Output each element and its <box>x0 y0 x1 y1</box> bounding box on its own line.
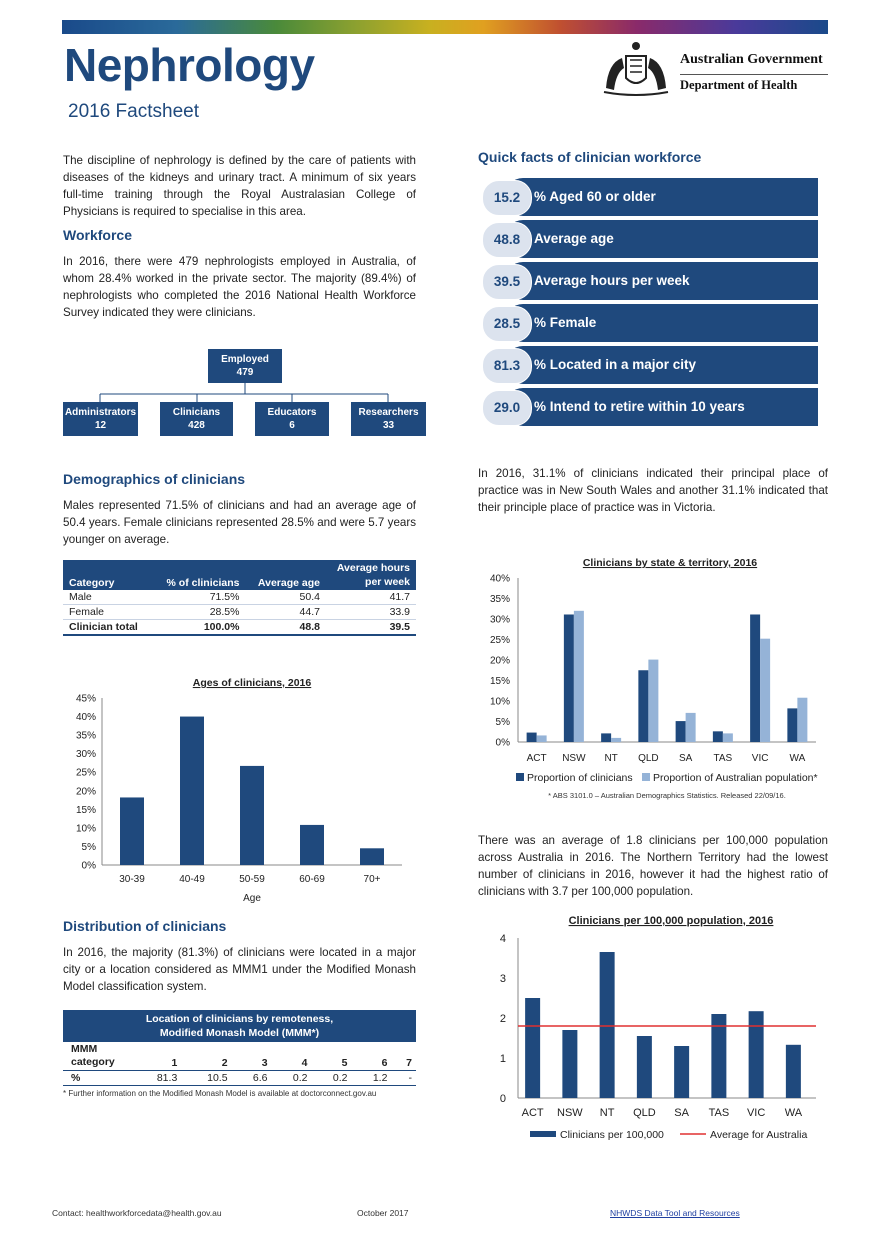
org-administrators-value: 12 <box>94 420 107 431</box>
bar <box>686 713 696 742</box>
footer-link[interactable]: NHWDS Data Tool and Resources <box>610 1208 740 1218</box>
footer-contact: Contact: healthworkforcedata@health.gov.au <box>52 1208 222 1218</box>
x-tick-label: QLD <box>638 753 659 764</box>
bar <box>786 1045 801 1098</box>
state-paragraph: In 2016, 31.1% of clinicians indicated their principal place of practice was in New South Wales and another 31.1% indicated that their principle place of practice was in Victoria. <box>478 467 828 514</box>
org-employed-label: Employed <box>221 354 269 365</box>
org-employed-box <box>208 349 282 383</box>
x-tick-label: 40-49 <box>179 874 205 885</box>
table-row <box>63 620 416 636</box>
workforce-heading: Workforce <box>63 227 132 243</box>
demographics-heading: Demographics of clinicians <box>63 471 246 487</box>
table-cell: 6.6 <box>232 1071 272 1086</box>
x-tick-label: VIC <box>751 753 769 764</box>
table-cell: 39.5 <box>326 620 416 636</box>
table-cell: 41.7 <box>326 590 416 605</box>
x-tick-label: SA <box>674 1107 689 1119</box>
table-cell: 44.7 <box>245 605 326 620</box>
y-tick-label: 30% <box>75 749 96 761</box>
y-tick-label: 1 <box>499 1053 506 1065</box>
table-cell: 28.5% <box>155 605 245 620</box>
table-cell: 10.5 <box>181 1071 231 1086</box>
bar <box>674 1046 689 1098</box>
bar <box>611 738 621 742</box>
quick-fact-aged-60 <box>482 178 818 216</box>
y-tick-label: 10% <box>489 696 510 708</box>
y-tick-label: 25% <box>489 635 510 646</box>
table-cell: 50.4 <box>245 590 326 605</box>
quick-fact-value: 15.2 <box>482 180 532 216</box>
y-tick-label: 2 <box>499 1013 506 1025</box>
y-tick-label: 10% <box>75 823 96 835</box>
y-tick-label: 20% <box>489 655 510 667</box>
table-row <box>63 605 416 620</box>
header-color-band <box>62 20 828 34</box>
mmm-title-line2: Modified Monash Model (MMM*) <box>159 1027 320 1039</box>
quick-fact-value: 39.5 <box>482 264 532 300</box>
mmm-title-line1: Location of clinicians by remoteness, <box>145 1013 334 1025</box>
table-cell: 33.9 <box>326 605 416 620</box>
chart-footnote: * ABS 3101.0 – Australian Demographics Statistics. Released 22/09/16. <box>548 791 786 800</box>
bar <box>723 733 733 742</box>
chart-title: Clinicians by state & territory, 2016 <box>582 557 758 569</box>
legend-swatch <box>642 773 650 781</box>
col-header: 2 <box>181 1042 231 1071</box>
quick-fact-value: 48.8 <box>482 222 532 258</box>
y-tick-label: 30% <box>489 614 510 626</box>
table-row <box>63 590 416 605</box>
table-cell: Clinician total <box>63 620 155 636</box>
x-tick-label: 30-39 <box>119 874 145 885</box>
y-tick-label: 15% <box>489 676 510 687</box>
y-tick-label: 15% <box>75 804 96 816</box>
y-tick-label: 0 <box>499 1093 506 1105</box>
org-employed-value: 479 <box>236 367 254 378</box>
y-tick-label: 0% <box>495 737 510 749</box>
workforce-paragraph: In 2016, there were 479 nephrologists employed in Australia, of whom 28.4% worked in the private sector. The majority (89.4%) of nephrologists who completed the 2016 National Health Workforce Survey indicated they were clinicians. <box>63 255 416 319</box>
quick-fact-label: % Located in a major city <box>534 357 697 372</box>
x-tick-label: 70+ <box>363 874 381 885</box>
gov-line1: Australian Government <box>680 52 823 67</box>
quick-fact-major-city <box>482 346 818 384</box>
bar <box>797 698 807 742</box>
y-tick-label: 40% <box>75 712 96 724</box>
x-tick-label: TAS <box>708 1107 730 1119</box>
bar <box>180 717 204 865</box>
table-cell: - <box>391 1071 416 1086</box>
table-cell: 0.2 <box>272 1071 312 1086</box>
col-header: 7 <box>391 1042 416 1071</box>
col-header: Average hours per week <box>326 560 416 590</box>
per100k-chart <box>476 910 832 1150</box>
table-cell: 100.0% <box>155 620 245 636</box>
mmm-cat-label2: category <box>71 1056 115 1068</box>
org-clinicians-box <box>160 402 233 436</box>
org-educators-value: 6 <box>289 420 295 431</box>
org-administrators-box <box>63 402 138 436</box>
quick-fact-average-hours <box>482 262 818 300</box>
legend-swatch <box>516 773 524 781</box>
mmm-table-title <box>63 1010 416 1042</box>
x-tick-label: WA <box>789 753 806 764</box>
quick-fact-label: Average hours per week <box>534 273 690 288</box>
bar <box>749 1011 764 1098</box>
quick-facts-heading: Quick facts of clinician workforce <box>478 149 702 165</box>
bar <box>120 797 144 865</box>
per100k-paragraph: There was an average of 1.8 clinicians per 100,000 population across Australia in 2016. The Northern Territory had the lowest number of clinicians in 2016, however it had the highest ratio of clinicians with 3.7 per 100,000 population. <box>478 834 828 898</box>
quick-fact-retire <box>482 388 818 426</box>
government-branding <box>680 52 828 93</box>
bar <box>300 825 324 865</box>
bar <box>600 952 615 1098</box>
bar <box>574 611 584 742</box>
org-educators-label: Educators <box>267 407 317 418</box>
table-cell: 1.2 <box>351 1071 391 1086</box>
y-tick-label: 5% <box>81 841 96 853</box>
col-header <box>63 1042 131 1071</box>
bar <box>637 1036 652 1098</box>
gov-line2: Department of Health <box>680 74 828 93</box>
legend-label: Average for Australia <box>710 1129 808 1141</box>
bar <box>525 998 540 1098</box>
bar <box>676 721 686 742</box>
distribution-heading: Distribution of clinicians <box>63 918 227 934</box>
quick-fact-value: 29.0 <box>482 390 532 426</box>
distribution-paragraph: In 2016, the majority (81.3%) of clinicians were located in a major city or a location considered as MMM1 under the Modified Monash Model classification system. <box>63 946 416 993</box>
org-clinicians-value: 428 <box>188 420 205 431</box>
page-subtitle: 2016 Factsheet <box>68 101 199 122</box>
col-header: 6 <box>351 1042 391 1071</box>
table-cell: Female <box>63 605 155 620</box>
col-header: 3 <box>232 1042 272 1071</box>
org-clinicians-label: Clinicians <box>172 407 221 418</box>
quick-fact-average-age <box>482 220 818 258</box>
org-educators-box <box>255 402 329 436</box>
bar <box>562 1030 577 1098</box>
bar <box>638 670 648 742</box>
org-researchers-label: Researchers <box>358 407 419 418</box>
x-tick-label: NSW <box>562 753 586 764</box>
demographics-table <box>63 560 416 636</box>
x-tick-label: 50-59 <box>239 874 265 885</box>
bar <box>787 708 797 742</box>
states-chart <box>476 552 832 802</box>
y-tick-label: 5% <box>495 717 510 728</box>
table-header-row <box>63 560 416 590</box>
y-tick-label: 35% <box>75 730 96 742</box>
mmm-footnote: * Further information on the Modified Monash Model is available at doctorconnect.gov.au <box>63 1089 377 1098</box>
table-header-row <box>63 1042 416 1071</box>
org-researchers-value: 33 <box>382 420 395 431</box>
col-header: 5 <box>312 1042 352 1071</box>
y-tick-label: 35% <box>489 594 510 605</box>
org-researchers-box <box>351 402 426 436</box>
table-cell: 71.5% <box>155 590 245 605</box>
bar <box>240 766 264 865</box>
demographics-paragraph: Males represented 71.5% of clinicians and had an average age of 50.4 years. Female clinicians represented 28.5% and were 5.7 years younger on average. <box>63 499 416 546</box>
x-tick-label: 60-69 <box>299 874 325 885</box>
x-tick-label: TAS <box>713 753 733 764</box>
page-title: Nephrology <box>64 39 315 91</box>
quick-fact-label: % Aged 60 or older <box>534 189 656 204</box>
y-tick-label: 40% <box>489 573 510 585</box>
mmm-table <box>63 1010 416 1086</box>
legend-swatch <box>530 1131 556 1137</box>
x-tick-label: NT <box>599 1107 615 1119</box>
bar <box>750 614 760 742</box>
chart-title: Ages of clinicians, 2016 <box>192 677 312 689</box>
table-title-row <box>63 1010 416 1042</box>
table-row <box>63 1071 416 1086</box>
y-tick-label: 25% <box>75 767 96 779</box>
x-tick-label: QLD <box>633 1107 656 1119</box>
bar <box>601 733 611 742</box>
bar <box>564 614 574 742</box>
col-header: 1 <box>131 1042 181 1071</box>
bar <box>760 639 770 742</box>
ages-chart <box>60 670 420 910</box>
legend-label: Clinicians per 100,000 <box>560 1129 664 1141</box>
quick-fact-label: % Female <box>534 315 597 330</box>
y-tick-label: 3 <box>499 973 506 985</box>
bar <box>527 733 537 742</box>
bar <box>537 735 547 742</box>
col-header: % of clinicians <box>155 560 245 590</box>
footer-date: October 2017 <box>357 1208 409 1218</box>
x-tick-label: SA <box>678 753 693 764</box>
y-tick-label: 20% <box>75 786 96 798</box>
x-tick-label: NT <box>604 753 618 764</box>
y-tick-label: 0% <box>81 860 96 872</box>
quick-fact-label: Average age <box>534 231 614 246</box>
quick-fact-female <box>482 304 818 342</box>
quick-fact-value: 28.5 <box>482 306 532 342</box>
table-cell: Male <box>63 590 155 605</box>
table-cell: 81.3 <box>131 1071 181 1086</box>
legend-label: Proportion of Australian population* <box>653 772 818 784</box>
bar <box>713 731 723 742</box>
coat-of-arms-logo <box>596 38 676 96</box>
intro-paragraph: The discipline of nephrology is defined by the care of patients with diseases of the kidneys and urinary tract. A minimum of six years full-time training through the Royal Australasian College of Physicians is required to specialise in this area. <box>63 154 416 218</box>
x-axis-label: Age <box>243 893 261 904</box>
bar <box>648 660 658 742</box>
chart-title: Clinicians per 100,000 population, 2016 <box>568 915 774 927</box>
bar <box>360 848 384 865</box>
col-header: 4 <box>272 1042 312 1071</box>
x-tick-label: NSW <box>557 1107 583 1119</box>
mmm-cat-label1: MMM <box>71 1043 98 1055</box>
x-tick-label: VIC <box>746 1107 766 1119</box>
x-tick-label: ACT <box>521 1107 544 1119</box>
table-cell: 0.2 <box>312 1071 352 1086</box>
col-header: Average age <box>245 560 326 590</box>
quick-fact-value: 81.3 <box>482 348 532 384</box>
y-tick-label: 45% <box>75 693 96 705</box>
table-cell: 48.8 <box>245 620 326 636</box>
org-administrators-label: Administrators <box>64 407 137 418</box>
col-header: Category <box>63 560 155 590</box>
quick-fact-label: % Intend to retire within 10 years <box>534 399 745 414</box>
x-tick-label: WA <box>784 1107 803 1119</box>
x-tick-label: ACT <box>526 753 547 764</box>
table-cell: % <box>63 1071 131 1086</box>
legend-label: Proportion of clinicians <box>527 772 633 784</box>
y-tick-label: 4 <box>499 933 506 945</box>
